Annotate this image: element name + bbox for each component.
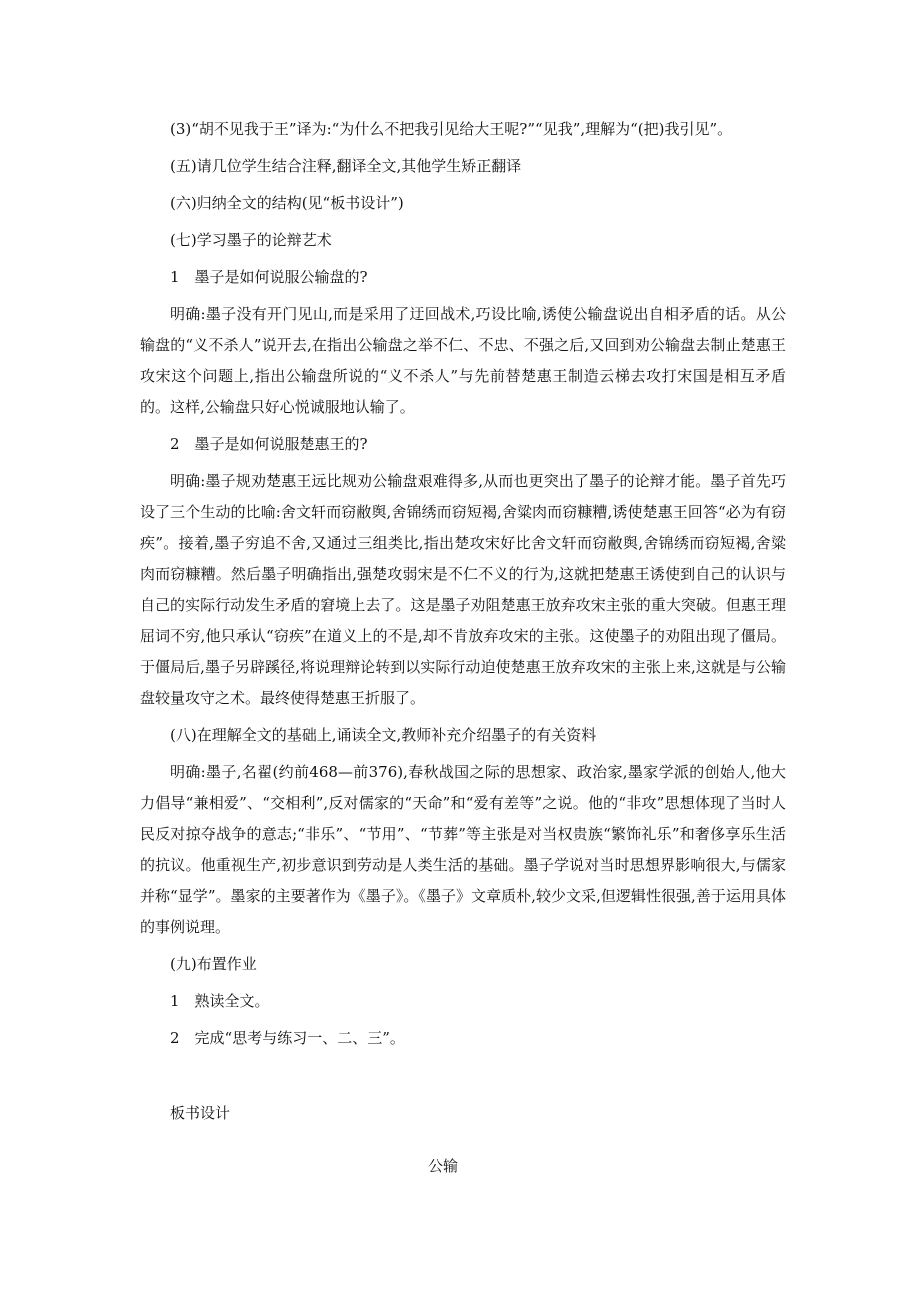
answer-two: 明确:墨子规劝楚惠王远比规劝公输盘艰难得多,从而也更突出了墨子的论辩才能。墨子首先巧设了三个生动的比喻:舍文轩而窃敝舆,舍锦绣而窃短褐,舍粱肉而窃糠糟,诱使楚惠王回答“必为有窃疾”。接着,墨子穷追不舍,又通过三组类比,指出楚攻宋好比舍文轩而窃敝舆,舍锦绣而窃短褐,舍粱肉而窃糠糟。然后墨子明确指出,强楚攻弱宋是不仁不义的行为,这就把楚惠王诱使到自己的认识与自己的实际行动发生矛盾的窘境上去了。这是墨子劝阻楚惠王放弃攻宋主张的重大突破。但惠王理屈词不穷,他只承认“窃疾”在道义上的不是,却不肯放弃攻宋的主张。这使墨子的劝阻出现了僵局。于僵局后,墨子另辟蹊径,将说理辩论转到以实际行动迫使楚惠王放弃攻宋的主张上来,这就是与公输盘较量攻守之术。最终使得楚惠王折服了。 [140,472,786,707]
paragraph-step-six: (六)归纳全文的结构(见“板书设计”) [170,194,404,212]
answer-one: 明确:墨子没有开门见山,而是采用了迂回战术,巧设比喻,诱使公输盘说出自相矛盾的话。从公输盘的“义不杀人”说开去,在指出公输盘之举不仁、不忠、不强之后,又回到劝公输盘去制止楚惠王攻宋这个问题上,指出公输盘所说的“义不杀人”与先前替楚惠王制造云梯去攻打宋国是相互矛盾的。这样,公输盘只好心悦诚服地认输了。 [140,305,786,416]
board-design-title: 公输 [427,1157,458,1175]
paragraph-step-five: (五)请几位学生结合注释,翻译全文,其他学生矫正翻译 [170,157,522,175]
paragraph-step-eight: (八)在理解全文的基础上,诵读全文,教师补充介绍墨子的有关资料 [170,726,597,744]
document-body [140,114,786,1182]
homework-item-one: 1 熟读全文。 [170,992,270,1010]
paragraph-step-seven: (七)学习墨子的论辩艺术 [170,231,332,249]
answer-mozi-bio: 明确:墨子,名翟(约前468—前376),春秋战国之际的思想家、政治家,墨家学派的创始人,他大力倡导“兼相爱”、“交相利”,反对儒家的“天命”和“爱有差等”之说。他的“非攻”思想体现了当时人民反对掠夺战争的意志;“非乐”、“节用”、“节葬”等主张是对当权贵族“繁饰礼乐”和奢侈享乐生活的抗议。他重视生产,初步意识到劳动是人类生活的基础。墨子学说对当时思想界影响很大,与儒家并称“显学”。墨家的主要著作为《墨子》。《墨子》文章质朴,较少文采,但逻辑性很强,善于运用具体的事例说理。 [140,763,786,936]
board-design-heading: 板书设计 [170,1104,231,1122]
question-one: 1 墨子是如何说服公输盘的? [170,268,368,286]
paragraph-translation-note: (3)“胡不见我于王”译为:“为什么不把我引见给大王呢?”“见我”,理解为“(把)我引见”。 [170,120,733,138]
homework-item-two: 2 完成“思考与练习一、二、三”。 [170,1029,405,1047]
paragraph-step-nine: (九)布置作业 [170,955,257,973]
question-two: 2 墨子是如何说服楚惠王的? [170,435,368,453]
